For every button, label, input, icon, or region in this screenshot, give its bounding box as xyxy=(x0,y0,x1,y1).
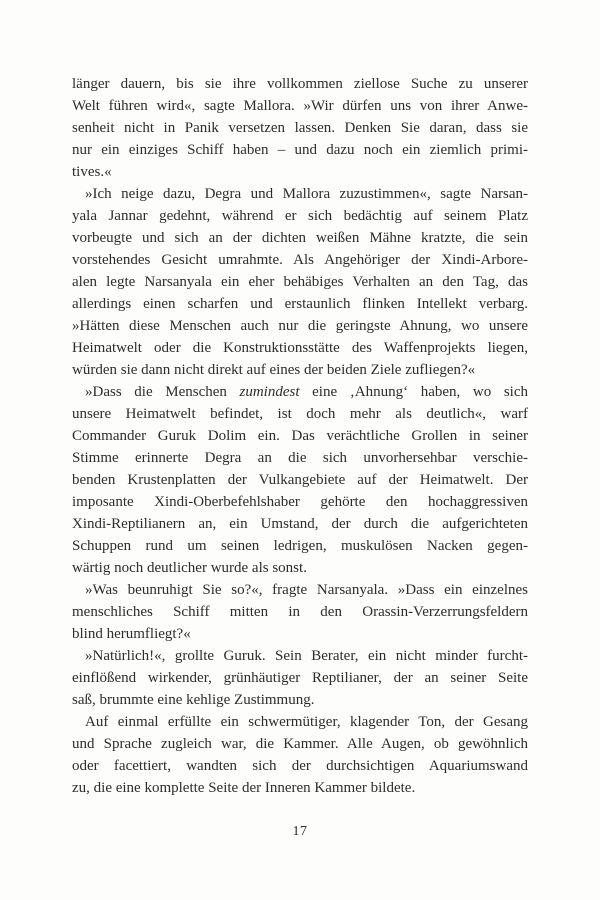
text-line: oder facettiert, wandten sich der durchsichtigen Aquariumswand xyxy=(72,758,528,774)
text-line: Auf einmal erfüllte ein schwermütiger, klagender Ton, der Gesang xyxy=(85,714,528,730)
text-line xyxy=(72,381,528,403)
text-line: imposante Xindi-Oberbefehlshaber gehörte den hochaggressiven xyxy=(72,494,528,510)
text-line: Commander Guruk Dolim ein. Das verächtliche Grollen in seiner xyxy=(72,428,528,444)
text-line: wärtig noch deutlicher wurde als sonst. xyxy=(72,560,307,576)
emphasis-italic: zumindest xyxy=(239,384,300,400)
text-line: senheit nicht in Panik versetzen lassen. Denken Sie daran, dass sie xyxy=(72,120,528,136)
text-line: saß, brummte eine kehlige Zustimmung. xyxy=(72,692,315,708)
text-line: menschliches Schiff mitten in den Orassin-Verzerrungsfeldern xyxy=(72,604,528,620)
text-line: »Hätten diese Menschen auch nur die geringste Ahnung, wo unsere xyxy=(72,318,528,334)
text-line: tives.« xyxy=(72,164,112,180)
text-line: vorbeugte und sich an der dichten weißen Mähne kratzte, die sein xyxy=(72,230,528,246)
text-line: alen legte Narsanyala ein eher behäbiges Verhalten an den Tag, das xyxy=(72,274,528,290)
text-line: und Sprache zugleich war, die Kammer. Alle Augen, ob gewöhnlich xyxy=(72,736,528,752)
text-line: Stimme erinnerte Degra an die sich unvorhersehbar verschie- xyxy=(72,450,528,466)
text-line: blind herumfliegt?« xyxy=(72,626,191,642)
text-line: benden Krustenplatten der Vulkangebiete auf der Heimatwelt. Der xyxy=(72,472,528,488)
text-line: »Was beunruhigt Sie so?«, fragte Narsanyala. »Dass ein einzelnes xyxy=(85,582,528,598)
line-segment: »Dass die Menschen xyxy=(85,384,240,400)
text-line: nur ein einziges Schiff haben – und dazu noch ein ziemlich primi- xyxy=(72,142,528,158)
text-line: »Ich neige dazu, Degra und Mallora zuzustimmen«, sagte Narsan- xyxy=(85,186,528,202)
text-line: länger dauern, bis sie ihre vollkommen ziellose Suche zu unserer xyxy=(72,76,528,92)
text-line: allerdings einen scharfen und erstaunlich flinken Intellekt verbarg. xyxy=(72,296,528,312)
text-line: Schuppen rund um seinen ledrigen, muskulösen Nacken gegen- xyxy=(72,538,528,554)
text-line: unsere Heimatwelt befindet, ist doch mehr als deutlich«, warf xyxy=(72,406,528,422)
text-line: vorstehendes Gesicht umrahmte. Als Angehöriger der Xindi-Arbore- xyxy=(72,252,528,268)
text-line: Welt führen wird«, sagte Mallora. »Wir dürfen uns von ihrer Anwe- xyxy=(72,98,528,114)
text-line: Xindi-Reptilianern an, ein Umstand, der durch die aufgerichteten xyxy=(72,516,528,532)
text-line: Heimatwelt oder die Konstruktionsstätte des Waffenprojekts liegen, xyxy=(72,340,528,356)
text-line: yala Jannar gedehnt, während er sich bedächtig auf seinem Platz xyxy=(72,208,528,224)
text-line: einflößend wirkender, grünhäutiger Reptilianer, der an seiner Seite xyxy=(72,670,528,686)
text-block xyxy=(72,73,528,799)
text-line: »Natürlich!«, grollte Guruk. Sein Berater, ein nicht minder furcht- xyxy=(85,648,528,664)
text-line: zu, die eine komplette Seite der Inneren Kammer bildete. xyxy=(72,780,416,796)
text-line: würden sie dann nicht direkt auf eines der beiden Ziele zufliegen?« xyxy=(72,362,476,378)
line-segment: eine ‚Ahnung‘ haben, wo sich xyxy=(299,384,528,400)
page-number: 17 xyxy=(292,824,308,839)
